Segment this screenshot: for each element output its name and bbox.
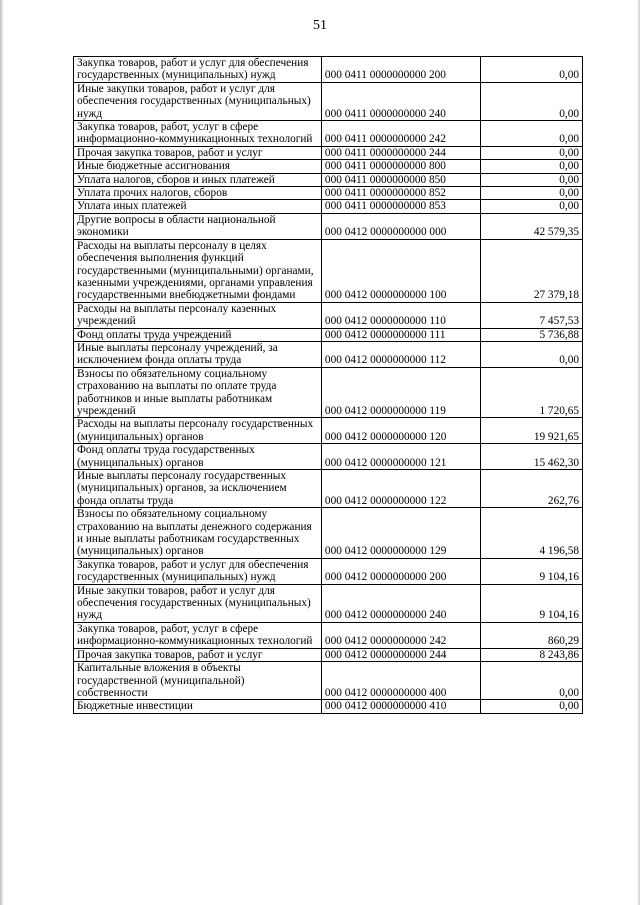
row-name-cell: Взносы по обязательному социальному страхованию на выплаты по оплате труда работников и иные выплаты работникам учреждений bbox=[74, 367, 322, 418]
row-amount-cell: 8 243,86 bbox=[480, 648, 582, 661]
row-amount-cell: 0,00 bbox=[480, 173, 582, 186]
table-row bbox=[74, 470, 583, 508]
row-amount-cell: 5 736,88 bbox=[480, 328, 582, 341]
row-name-cell: Иные бюджетные ассигнования bbox=[74, 160, 322, 173]
row-amount-cell: 15 462,30 bbox=[480, 444, 582, 470]
row-amount-cell: 0,00 bbox=[480, 82, 582, 120]
row-name-cell: Закупка товаров, работ и услуг для обеспечения государственных (муниципальных) нужд bbox=[74, 558, 322, 584]
row-amount-cell: 0,00 bbox=[480, 146, 582, 159]
table-row bbox=[74, 508, 583, 559]
table-row bbox=[74, 187, 583, 200]
row-name-cell: Капитальные вложения в объекты государственной (муниципальной) собственности bbox=[74, 662, 322, 700]
row-code-cell: 000 0412 0000000000 120 bbox=[321, 418, 480, 444]
row-name-cell: Другие вопросы в области национальной экономики bbox=[74, 213, 322, 239]
row-name-cell: Закупка товаров, работ, услуг в сфере информационно-коммуникационных технологий bbox=[74, 121, 322, 147]
row-name-cell: Бюджетные инвестиции bbox=[74, 700, 322, 713]
row-name-cell: Закупка товаров, работ, услуг в сфере информационно-коммуникационных технологий bbox=[74, 622, 322, 648]
row-name-cell: Расходы на выплаты персоналу государственных (муниципальных) органов bbox=[74, 418, 322, 444]
row-name-cell: Уплата налогов, сборов и иных платежей bbox=[74, 173, 322, 186]
table-row bbox=[74, 200, 583, 213]
row-code-cell: 000 0412 0000000000 129 bbox=[321, 508, 480, 559]
table-row bbox=[74, 700, 583, 713]
table-row bbox=[74, 444, 583, 470]
row-code-cell: 000 0412 0000000000 200 bbox=[321, 558, 480, 584]
table-row bbox=[74, 160, 583, 173]
row-amount-cell: 262,76 bbox=[480, 470, 582, 508]
row-name-cell: Фонд оплаты труда государственных (муниципальных) органов bbox=[74, 444, 322, 470]
row-code-cell: 000 0411 0000000000 850 bbox=[321, 173, 480, 186]
table-row bbox=[74, 328, 583, 341]
row-name-cell: Иные выплаты персоналу учреждений, за исключением фонда оплаты труда bbox=[74, 341, 322, 367]
row-name-cell: Иные закупки товаров, работ и услуг для обеспечения государственных (муниципальных) нужд bbox=[74, 82, 322, 120]
row-amount-cell: 1 720,65 bbox=[480, 367, 582, 418]
row-amount-cell: 9 104,16 bbox=[480, 558, 582, 584]
row-amount-cell: 0,00 bbox=[480, 160, 582, 173]
row-code-cell: 000 0412 0000000000 000 bbox=[321, 213, 480, 239]
row-code-cell: 000 0412 0000000000 111 bbox=[321, 328, 480, 341]
row-name-cell: Иные выплаты персоналу государственных (муниципальных) органов, за исключением фонда оплаты труда bbox=[74, 470, 322, 508]
row-amount-cell: 4 196,58 bbox=[480, 508, 582, 559]
row-code-cell: 000 0411 0000000000 852 bbox=[321, 187, 480, 200]
row-amount-cell: 0,00 bbox=[480, 700, 582, 713]
row-name-cell: Расходы на выплаты персоналу казенных учреждений bbox=[74, 302, 322, 328]
table-row bbox=[74, 648, 583, 661]
row-amount-cell: 0,00 bbox=[480, 662, 582, 700]
table-row bbox=[74, 121, 583, 147]
table-row bbox=[74, 213, 583, 239]
table-row bbox=[74, 418, 583, 444]
table-row bbox=[74, 367, 583, 418]
row-name-cell: Прочая закупка товаров, работ и услуг bbox=[74, 648, 322, 661]
row-name-cell: Уплата прочих налогов, сборов bbox=[74, 187, 322, 200]
row-code-cell: 000 0411 0000000000 853 bbox=[321, 200, 480, 213]
row-name-cell: Фонд оплаты труда учреждений bbox=[74, 328, 322, 341]
row-code-cell: 000 0412 0000000000 121 bbox=[321, 444, 480, 470]
table-row bbox=[74, 57, 583, 83]
table-row bbox=[74, 622, 583, 648]
table-row bbox=[74, 341, 583, 367]
row-code-cell: 000 0412 0000000000 410 bbox=[321, 700, 480, 713]
table-row bbox=[74, 173, 583, 186]
row-name-cell: Взносы по обязательному социальному страхованию на выплаты денежного содержания и иные выплаты работникам государственных (муниципальных) органов bbox=[74, 508, 322, 559]
row-code-cell: 000 0412 0000000000 110 bbox=[321, 302, 480, 328]
table-row bbox=[74, 82, 583, 120]
table-row bbox=[74, 558, 583, 584]
row-name-cell: Прочая закупка товаров, работ и услуг bbox=[74, 146, 322, 159]
row-code-cell: 000 0412 0000000000 100 bbox=[321, 239, 480, 302]
row-amount-cell: 19 921,65 bbox=[480, 418, 582, 444]
row-code-cell: 000 0411 0000000000 200 bbox=[321, 57, 480, 83]
row-name-cell: Закупка товаров, работ и услуг для обеспечения государственных (муниципальных) нужд bbox=[74, 57, 322, 83]
row-name-cell: Иные закупки товаров, работ и услуг для обеспечения государственных (муниципальных) нужд bbox=[74, 584, 322, 622]
table-row bbox=[74, 584, 583, 622]
row-code-cell: 000 0412 0000000000 240 bbox=[321, 584, 480, 622]
table-row bbox=[74, 239, 583, 302]
row-amount-cell: 42 579,35 bbox=[480, 213, 582, 239]
row-amount-cell: 7 457,53 bbox=[480, 302, 582, 328]
row-code-cell: 000 0411 0000000000 240 bbox=[321, 82, 480, 120]
row-amount-cell: 0,00 bbox=[480, 187, 582, 200]
budget-table bbox=[73, 56, 583, 714]
row-amount-cell: 0,00 bbox=[480, 57, 582, 83]
scan-left-edge bbox=[0, 0, 4, 905]
row-name-cell: Уплата иных платежей bbox=[74, 200, 322, 213]
row-amount-cell: 9 104,16 bbox=[480, 584, 582, 622]
row-amount-cell: 0,00 bbox=[480, 200, 582, 213]
budget-table-body bbox=[74, 57, 583, 714]
row-amount-cell: 0,00 bbox=[480, 121, 582, 147]
page-number: 51 bbox=[313, 18, 327, 33]
row-code-cell: 000 0412 0000000000 242 bbox=[321, 622, 480, 648]
row-code-cell: 000 0412 0000000000 244 bbox=[321, 648, 480, 661]
row-name-cell: Расходы на выплаты персоналу в целях обеспечения выполнения функций государственными (муниципальными) органами, казенными учреждениями, органами управления государственными внебюджетными фондами bbox=[74, 239, 322, 302]
table-row bbox=[74, 146, 583, 159]
row-code-cell: 000 0412 0000000000 119 bbox=[321, 367, 480, 418]
row-code-cell: 000 0411 0000000000 800 bbox=[321, 160, 480, 173]
row-code-cell: 000 0411 0000000000 242 bbox=[321, 121, 480, 147]
row-code-cell: 000 0412 0000000000 122 bbox=[321, 470, 480, 508]
row-amount-cell: 860,29 bbox=[480, 622, 582, 648]
row-amount-cell: 27 379,18 bbox=[480, 239, 582, 302]
row-code-cell: 000 0411 0000000000 244 bbox=[321, 146, 480, 159]
row-code-cell: 000 0412 0000000000 400 bbox=[321, 662, 480, 700]
table-row bbox=[74, 302, 583, 328]
row-amount-cell: 0,00 bbox=[480, 341, 582, 367]
row-code-cell: 000 0412 0000000000 112 bbox=[321, 341, 480, 367]
table-row bbox=[74, 662, 583, 700]
